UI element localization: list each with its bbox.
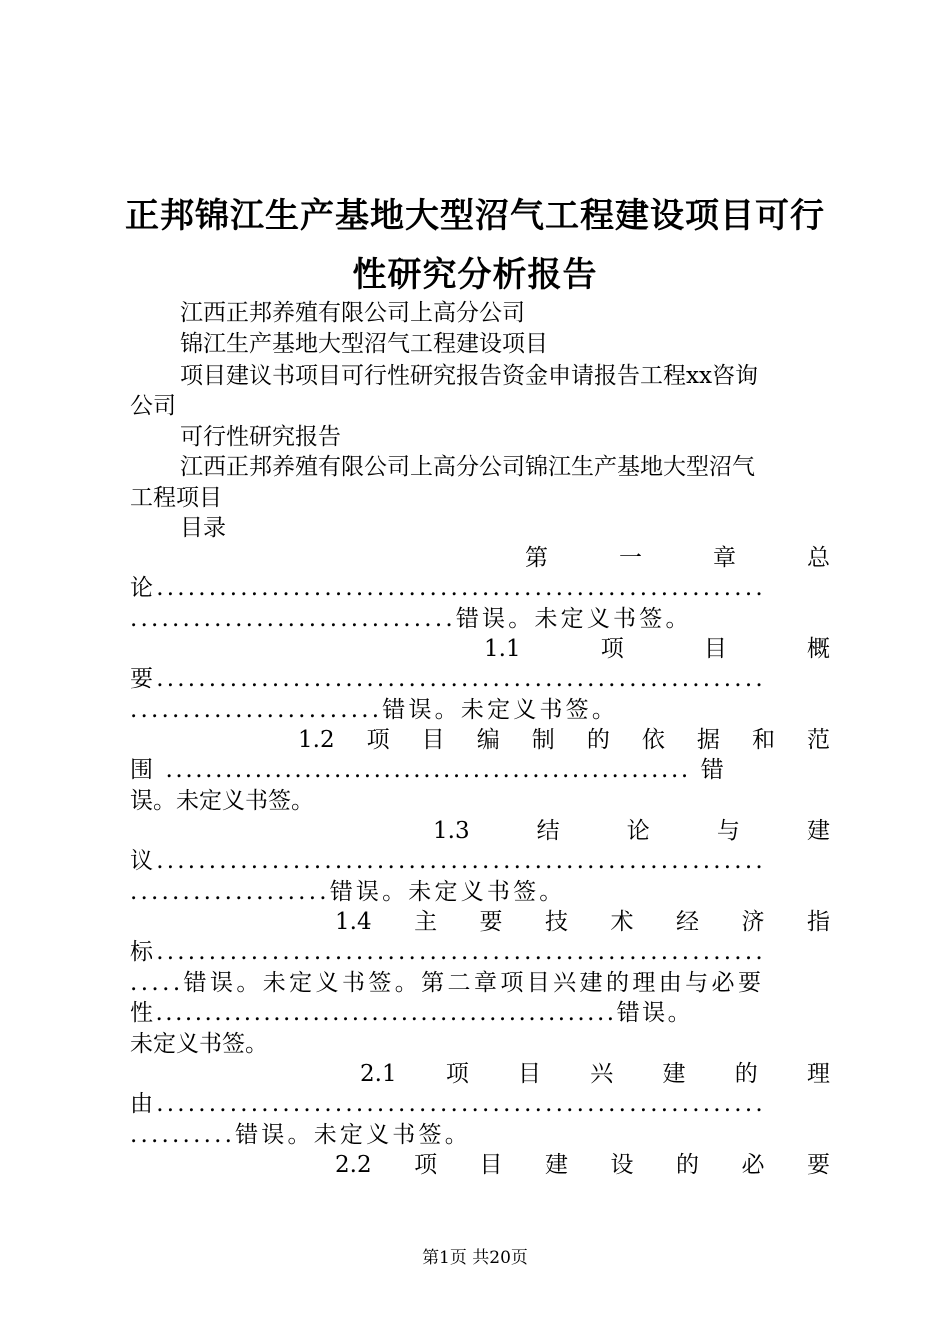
toc-heading: 目录 — [180, 515, 226, 541]
toc-leader-line: 围 ..................................................... 错 — [130, 757, 727, 783]
toc-word: 兴 — [590, 1061, 614, 1087]
toc-entry-2-2 — [335, 1150, 830, 1180]
toc-word: 总 — [807, 545, 830, 571]
toc-word: 一 — [619, 545, 642, 571]
toc-word: 章 — [713, 545, 736, 571]
toc-word: 范 — [807, 727, 830, 753]
toc-leader-line: 议.......................................................... — [130, 848, 766, 874]
toc-word: 1.2 — [298, 727, 335, 753]
toc-word: 依 — [641, 727, 665, 753]
toc-word: 设 — [610, 1152, 634, 1178]
toc-word: 指 — [806, 909, 830, 935]
toc-word: 目 — [421, 727, 445, 753]
document-title-line-2: 性研究分析报告 — [352, 255, 598, 295]
toc-word: 要 — [479, 909, 503, 935]
toc-leader-line: ........................错误。未定义书签。 — [130, 697, 619, 723]
toc-word: 概 — [807, 636, 830, 662]
toc-leader-line: 未定义书签。 — [130, 1031, 268, 1057]
toc-word: 2.2 — [335, 1152, 372, 1178]
toc-word: 和 — [751, 727, 775, 753]
toc-word: 1.1 — [484, 636, 521, 662]
toc-word: 2.1 — [360, 1061, 397, 1087]
toc-word: 必 — [741, 1152, 765, 1178]
toc-leader-line: ...............................错误。未定义书签。 — [130, 606, 692, 632]
toc-entry-1-2 — [298, 725, 830, 755]
toc-word: 理 — [806, 1061, 830, 1087]
body-line-full-project-cont: 工程项目 — [130, 485, 222, 511]
toc-word: 编 — [476, 727, 500, 753]
toc-word: 项 — [366, 727, 390, 753]
toc-word: 项 — [414, 1152, 438, 1178]
toc-word: 建 — [662, 1061, 686, 1087]
toc-entry-2-1 — [360, 1059, 830, 1089]
toc-word: 结 — [536, 818, 560, 844]
toc-word: 1.4 — [335, 909, 372, 935]
toc-leader-line: 论.......................................................... — [130, 575, 766, 601]
toc-word: 据 — [696, 727, 720, 753]
toc-word: 建 — [806, 818, 830, 844]
body-line-report-title: 可行性研究报告 — [180, 424, 341, 450]
toc-leader-line: .....错误。未定义书签。第二章项目兴建的理由与必要 — [130, 970, 765, 996]
toc-leader-line: 标.......................................................... — [130, 939, 766, 965]
toc-entry-1-4 — [335, 907, 830, 937]
toc-word: 与 — [716, 818, 740, 844]
body-line-company-cont: 公司 — [130, 393, 176, 419]
toc-leader-line: 由.......................................................... — [130, 1091, 766, 1117]
toc-word: 主 — [414, 909, 438, 935]
toc-word: 建 — [545, 1152, 569, 1178]
toc-word: 目 — [479, 1152, 503, 1178]
toc-word: 术 — [610, 909, 634, 935]
toc-word: 第 — [525, 545, 548, 571]
toc-word: 目 — [703, 636, 727, 662]
page-number-footer: 第1页 共20页 — [422, 1248, 528, 1268]
toc-word: 的 — [676, 1152, 699, 1178]
toc-word: 经 — [676, 909, 699, 935]
toc-leader-line: ..........错误。未定义书签。 — [130, 1122, 471, 1148]
body-line-full-project: 江西正邦养殖有限公司上高分公司锦江生产基地大型沼气 — [180, 454, 755, 480]
toc-entry-chapter-2: 性...............................................错误。 — [130, 1000, 694, 1026]
body-line-project: 锦江生产基地大型沼气工程建设项目 — [180, 331, 548, 357]
toc-leader-line: 误。未定义书签。 — [130, 788, 314, 814]
toc-word: 技 — [545, 909, 569, 935]
toc-leader-line: ...................错误。未定义书签。 — [130, 879, 566, 905]
document-title-line-1: 正邦锦江生产基地大型沼气工程建设项目可行 — [125, 196, 825, 236]
body-line-company: 江西正邦养殖有限公司上高分公司 — [180, 300, 525, 326]
toc-word: 论 — [626, 818, 650, 844]
toc-entry-1-1 — [484, 634, 830, 664]
toc-word: 制 — [531, 727, 555, 753]
toc-word: 的 — [734, 1061, 758, 1087]
toc-leader-line: 要.......................................................... — [130, 666, 766, 692]
toc-word: 目 — [518, 1061, 542, 1087]
toc-word: 要 — [806, 1152, 830, 1178]
toc-word: 项 — [600, 636, 624, 662]
toc-word: 的 — [586, 727, 610, 753]
toc-entry-chapter-1 — [525, 543, 830, 573]
body-line-report-types: 项目建议书项目可行性研究报告资金申请报告工程xx咨询 — [180, 363, 758, 389]
toc-word: 1.3 — [433, 818, 470, 844]
toc-entry-1-3 — [433, 816, 830, 846]
toc-word: 项 — [445, 1061, 469, 1087]
toc-word: 济 — [741, 909, 765, 935]
